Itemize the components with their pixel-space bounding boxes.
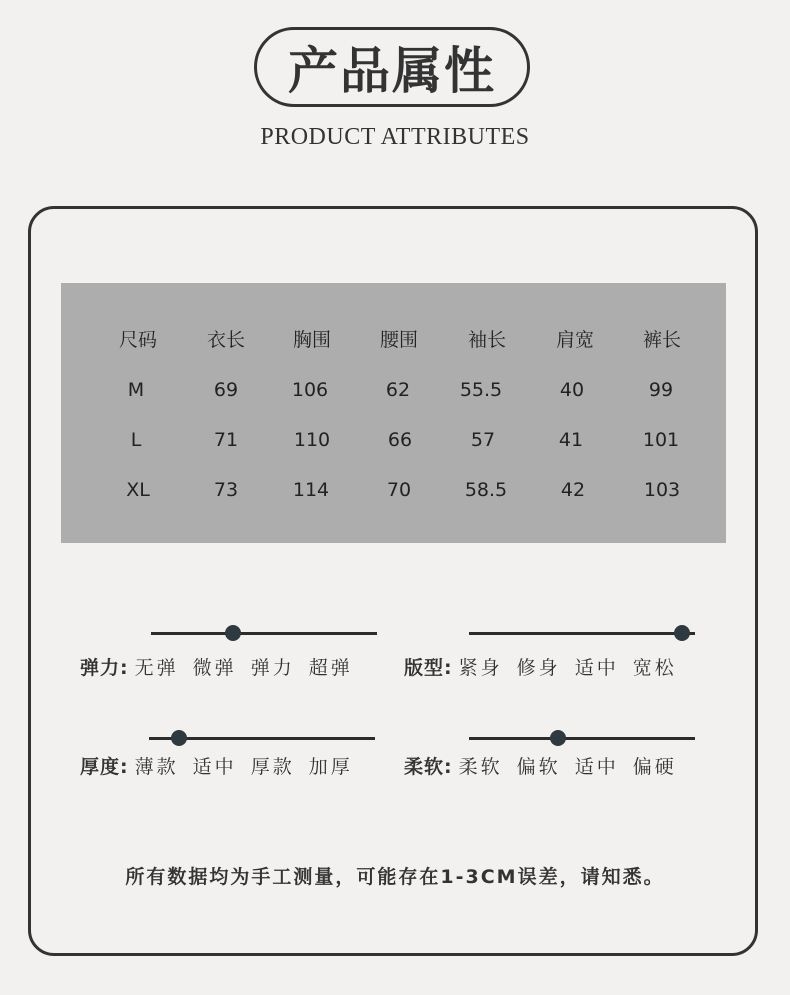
thickness-option: 加厚 <box>308 756 353 778</box>
table-cell: 71 <box>213 429 239 451</box>
table-cell: 114 <box>292 479 330 501</box>
table-header-cell: 裤长 <box>642 329 681 351</box>
thickness-label: 厚度: <box>80 756 129 778</box>
softness-option: 偏硬 <box>632 756 677 778</box>
softness-option: 柔软 <box>458 756 503 778</box>
table-cell: 73 <box>213 479 239 501</box>
thickness-option: 适中 <box>192 756 237 778</box>
table-cell: 62 <box>385 379 411 401</box>
table-cell: 69 <box>213 379 239 401</box>
table-header-cell: 肩宽 <box>555 329 594 351</box>
table-header-cell: 胸围 <box>292 329 331 351</box>
table-header-cell: 尺码 <box>118 329 157 351</box>
fit-scale <box>469 632 695 635</box>
table-cell: M <box>127 379 145 401</box>
table-cell: 70 <box>386 479 412 501</box>
table-cell: 101 <box>642 429 680 451</box>
elasticity-scale <box>151 632 377 635</box>
table-cell: 110 <box>293 429 331 451</box>
table-cell: 58.5 <box>464 479 508 501</box>
fit-option: 紧身 <box>458 657 503 679</box>
table-cell: 42 <box>560 479 586 501</box>
table-header-cell: 袖长 <box>467 329 506 351</box>
thickness-option: 厚款 <box>250 756 295 778</box>
thickness-option: 薄款 <box>134 756 179 778</box>
measurement-footnote: 所有数据均为手工测量，可能存在1-3CM误差，请知悉。 <box>125 866 665 888</box>
thickness-indicator <box>171 730 187 746</box>
size-table <box>61 283 726 543</box>
fit-label: 版型: <box>404 657 453 679</box>
page-subtitle: PRODUCT ATTRIBUTES <box>260 124 530 150</box>
table-cell: 106 <box>291 379 329 401</box>
fit-indicator <box>674 625 690 641</box>
fit-option: 修身 <box>516 657 561 679</box>
elasticity-option: 无弹 <box>134 657 179 679</box>
thickness-row <box>80 754 367 780</box>
table-cell: 103 <box>643 479 681 501</box>
table-cell: 41 <box>558 429 584 451</box>
softness-option: 偏软 <box>516 756 561 778</box>
table-cell: 40 <box>559 379 585 401</box>
elasticity-option: 微弹 <box>192 657 237 679</box>
elasticity-option: 超弹 <box>308 657 353 679</box>
table-header-cell: 腰围 <box>379 329 418 351</box>
softness-scale <box>469 737 695 740</box>
table-header-cell: 衣长 <box>206 329 245 351</box>
table-cell: 55.5 <box>459 379 503 401</box>
softness-row <box>404 754 691 780</box>
table-cell: 66 <box>387 429 413 451</box>
table-cell: 99 <box>648 379 674 401</box>
table-cell: 57 <box>470 429 496 451</box>
fit-option: 宽松 <box>632 657 677 679</box>
elasticity-row <box>80 655 367 681</box>
table-cell: XL <box>126 479 150 501</box>
elasticity-label: 弹力: <box>80 657 129 679</box>
softness-label: 柔软: <box>404 756 453 778</box>
fit-row <box>404 655 691 681</box>
table-cell: L <box>130 429 142 451</box>
elasticity-option: 弹力 <box>250 657 295 679</box>
fit-option: 适中 <box>574 657 619 679</box>
softness-indicator <box>550 730 566 746</box>
page-title: 产品属性 <box>254 27 530 107</box>
softness-option: 适中 <box>574 756 619 778</box>
elasticity-indicator <box>225 625 241 641</box>
